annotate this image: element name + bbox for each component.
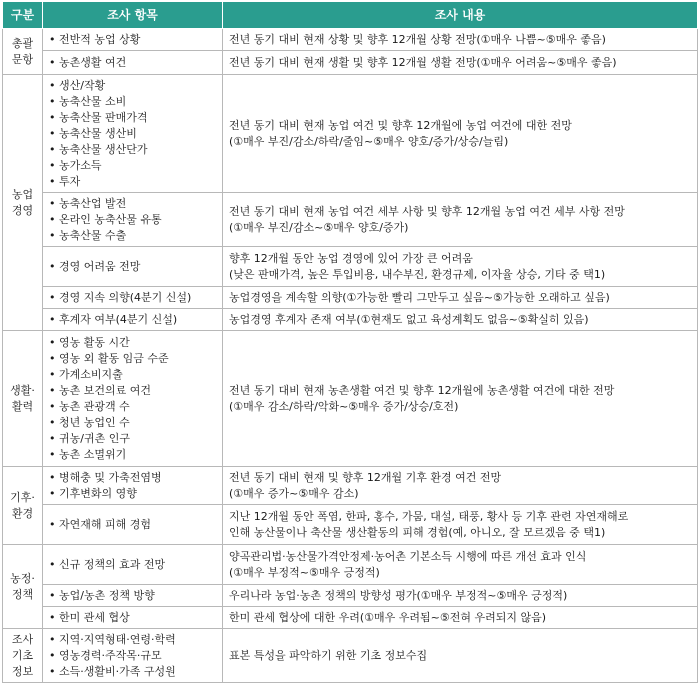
table-row (3, 505, 698, 545)
content-cell: 향후 12개월 동안 농업 경영에 있어 가장 큰 어려움 (낮은 판매가격, 높은 투입비용, 내수부진, 환경규제, 이자율 상승, 기타 중 택1) (223, 247, 698, 287)
category-cell: 총괄 문항 (3, 29, 43, 75)
list-item: • 자연재해 피해 경험 (49, 517, 218, 533)
content-cell: 전년 동기 대비 현재 및 향후 12개월 기후 환경 여건 전망 (①매우 증가~⑤매우 감소) (223, 467, 698, 505)
list-item: • 농축산물 생산단가 (49, 142, 218, 158)
table-row (3, 75, 698, 193)
list-item: • 소득·생활비·가족 구성원 (49, 664, 218, 680)
list-item: • 농촌생활 여건 (49, 55, 218, 71)
items-cell (43, 75, 223, 193)
list-item: • 한미 관세 협상 (49, 610, 218, 626)
list-item: • 신규 정책의 효과 전망 (49, 557, 218, 573)
content-cell: 전년 동기 대비 현재 생활 및 향후 12개월 생활 전망(①매우 어려움~⑤매우 좋음) (223, 51, 698, 75)
table-row (3, 585, 698, 607)
content-cell: 한미 관세 협상에 대한 우려(①매우 우려됨~⑤전혀 우려되지 않음) (223, 607, 698, 629)
list-item: • 청년 농업인 수 (49, 415, 218, 431)
table-row (3, 287, 698, 309)
content-cell: 농업경영을 계속할 의향(①가능한 빨리 그만두고 싶음~⑤가능한 오래하고 싶음) (223, 287, 698, 309)
category-cell: 농업 경영 (3, 75, 43, 331)
items-cell (43, 505, 223, 545)
items-cell (43, 247, 223, 287)
list-item: • 농촌 보건의료 여건 (49, 383, 218, 399)
table-row (3, 29, 698, 51)
list-item: • 후계자 여부(4분기 신설) (49, 312, 218, 328)
list-item: • 경영 어려움 전망 (49, 259, 218, 275)
header-survey-content: 조사 내용 (223, 2, 698, 29)
table-row (3, 607, 698, 629)
content-cell: 전년 동기 대비 현재 상황 및 향후 12개월 상황 전망(①매우 나쁨~⑤매우 좋음) (223, 29, 698, 51)
list-item: • 온라인 농축산물 유통 (49, 212, 218, 228)
list-item: • 영농 활동 시간 (49, 335, 218, 351)
content-cell: 우리나라 농업·농촌 정책의 방향성 평가(①매우 부정적~⑤매우 긍정적) (223, 585, 698, 607)
list-item: • 전반적 농업 상황 (49, 32, 218, 48)
table-row (3, 309, 698, 331)
items-cell (43, 331, 223, 467)
content-cell: 전년 동기 대비 현재 농업 여건 및 향후 12개월에 농업 여건에 대한 전망 (①매우 부진/감소/하락/줄임~⑤매우 양호/증가/상승/늘림) (223, 75, 698, 193)
content-cell: 전년 동기 대비 현재 농촌생활 여건 및 향후 12개월에 농촌생활 여건에 대한 전망 (①매우 감소/하락/악화~⑤매우 증가/상승/호전) (223, 331, 698, 467)
list-item: • 농축산물 수출 (49, 228, 218, 244)
content-cell: 농업경영 후계자 존재 여부(①현재도 없고 육성계획도 없음~⑤확실히 있음) (223, 309, 698, 331)
list-item: • 농촌 소멸위기 (49, 447, 218, 463)
list-item: • 농축산물 판매가격 (49, 110, 218, 126)
list-item: • 농업/농촌 정책 방향 (49, 588, 218, 604)
category-cell: 생활· 활력 (3, 331, 43, 467)
items-cell (43, 467, 223, 505)
category-cell: 조사 기초 정보 (3, 629, 43, 683)
table-row (3, 193, 698, 247)
list-item: • 경영 지속 의향(4분기 신설) (49, 290, 218, 306)
table-row (3, 467, 698, 505)
items-cell (43, 51, 223, 75)
table-row (3, 51, 698, 75)
list-item: • 기후변화의 영향 (49, 486, 218, 502)
list-item: • 투자 (49, 174, 218, 190)
survey-items-table (2, 1, 698, 683)
list-item: • 농축산물 생산비 (49, 126, 218, 142)
items-cell (43, 545, 223, 585)
table-row (3, 247, 698, 287)
items-cell (43, 29, 223, 51)
list-item: • 가계소비지출 (49, 367, 218, 383)
items-cell (43, 629, 223, 683)
list-item: • 병해충 및 가축전염병 (49, 470, 218, 486)
list-item: • 농축산물 소비 (49, 94, 218, 110)
header-survey-item: 조사 항목 (43, 2, 223, 29)
items-cell (43, 287, 223, 309)
category-cell: 기후· 환경 (3, 467, 43, 545)
list-item: • 영농 외 활동 임금 수준 (49, 351, 218, 367)
table-row (3, 545, 698, 585)
content-cell: 양곡관리법·농산물가격안정제·농어촌 기본소득 시행에 따른 개선 효과 인식 (①매우 부정적~⑤매우 긍정적) (223, 545, 698, 585)
list-item: • 농축산업 발전 (49, 196, 218, 212)
items-cell (43, 585, 223, 607)
items-cell (43, 193, 223, 247)
list-item: • 지역·지역형태·연령·학력 (49, 632, 218, 648)
list-item: • 생산/작황 (49, 78, 218, 94)
content-cell: 전년 동기 대비 현재 농업 여건 세부 사항 및 향후 12개월 농업 여건 세부 사항 전망 (①매우 부진/감소~⑤매우 양호/증가) (223, 193, 698, 247)
list-item: • 농가소득 (49, 158, 218, 174)
list-item: • 영농경력·주작목·규모 (49, 648, 218, 664)
items-cell (43, 607, 223, 629)
list-item: • 농촌 관광객 수 (49, 399, 218, 415)
table-header-row (3, 2, 698, 29)
items-cell (43, 309, 223, 331)
list-item: • 귀농/귀촌 인구 (49, 431, 218, 447)
header-category: 구분 (3, 2, 43, 29)
table-row (3, 331, 698, 467)
content-cell: 지난 12개월 동안 폭염, 한파, 홍수, 가뭄, 대설, 태풍, 황사 등 기후 관련 자연재해로 인해 농산물이나 축산물 생산활동의 피해 경험(예, 아니오, 잘 모르겠음 중 택1) (223, 505, 698, 545)
category-cell: 농정· 정책 (3, 545, 43, 629)
table-row (3, 629, 698, 683)
content-cell: 표본 특성을 파악하기 위한 기초 정보수집 (223, 629, 698, 683)
